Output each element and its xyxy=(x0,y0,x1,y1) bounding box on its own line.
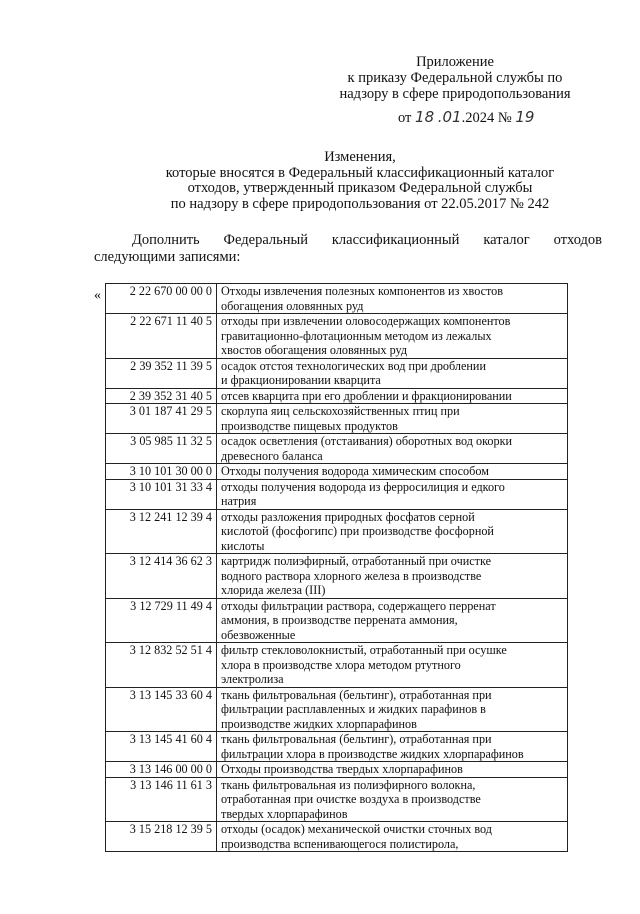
table-row xyxy=(106,358,568,388)
description-line: Отходы получения водорода химическим способом xyxy=(221,464,489,478)
waste-description-cell xyxy=(217,388,568,404)
waste-code-cell: 3 12 414 36 62 3 xyxy=(106,554,217,599)
opening-quote-mark: « xyxy=(94,288,101,303)
waste-description-cell xyxy=(217,777,568,822)
description-line: и фракционировании кварцита xyxy=(221,373,381,387)
description-line: электролиза xyxy=(221,672,284,686)
order-month-handwritten: .01 xyxy=(437,108,462,126)
description-line: производстве пищевых продуктов xyxy=(221,418,398,433)
table-row xyxy=(106,434,568,464)
appendix-line-1: к приказу Федеральной службы по xyxy=(347,70,563,86)
group-description-cell xyxy=(217,464,568,480)
table-row xyxy=(106,777,568,822)
waste-description-cell xyxy=(217,434,568,464)
description-line: хвостов обогащения оловянных руд xyxy=(221,343,408,357)
waste-code-cell: 3 12 832 52 51 4 xyxy=(106,643,217,688)
waste-code-cell: 3 12 729 11 49 4 xyxy=(106,598,217,643)
waste-code-cell: 3 05 985 11 32 5 xyxy=(106,434,217,464)
waste-description-cell xyxy=(217,404,568,434)
waste-code-cell: 3 12 241 12 39 4 xyxy=(106,509,217,554)
waste-code-cell: 2 39 352 11 39 5 xyxy=(106,358,217,388)
waste-code-cell: 2 22 670 00 00 0 xyxy=(106,284,217,314)
heading-line-1: Изменения, xyxy=(324,149,396,165)
waste-code-cell: 3 01 187 41 29 5 xyxy=(106,404,217,434)
heading-line-2: которые вносятся в Федеральный классификационный каталог xyxy=(165,164,555,181)
description-line: осадок осветления (отстаивания) оборотных вод окорки xyxy=(221,434,513,448)
waste-code-cell: 3 15 218 12 39 5 xyxy=(106,822,217,852)
waste-description-cell xyxy=(217,358,568,388)
description-line: отработанная при очистке воздуха в производстве xyxy=(221,792,481,806)
waste-code-cell: 2 22 671 11 40 5 xyxy=(106,314,217,359)
order-prefix: от xyxy=(398,110,412,126)
description-line: древесного баланса xyxy=(221,448,323,463)
description-line: кислоты xyxy=(221,538,265,553)
table-row xyxy=(106,554,568,599)
description-line: фильтрации хлора в производстве жидких хлорпарафинов xyxy=(221,746,524,761)
description-line: производстве жидких хлорпарафинов xyxy=(221,716,417,731)
description-line: кислотой (фосфогипс) при производстве фосфорной xyxy=(221,524,494,538)
waste-description-cell xyxy=(217,822,568,852)
waste-description-cell xyxy=(217,479,568,509)
appendix-line-2: надзору в сфере природопользования xyxy=(339,86,571,102)
description-line: ткань фильтровальная из полиэфирного волокна, xyxy=(221,777,476,792)
group-description-cell xyxy=(217,284,568,314)
description-line: отходы фильтрации раствора, содержащего перренат xyxy=(221,598,496,613)
table-row xyxy=(106,598,568,643)
waste-description-cell xyxy=(217,598,568,643)
intro-line-1: Дополнить Федеральный классификационный каталог отходов xyxy=(132,232,602,248)
table-row xyxy=(106,404,568,434)
table-row xyxy=(106,284,568,314)
intro-line-2: следующими записями: xyxy=(94,249,241,265)
description-line: ткань фильтровальная (бельтинг), отработанная при xyxy=(221,687,492,702)
description-line: фильтр стекловолокнистый, отработанный при осушке xyxy=(221,643,507,657)
description-line: осадок отстоя технологических вод при дроблении xyxy=(221,358,486,373)
description-line: обезвоженные xyxy=(221,627,296,642)
document-heading xyxy=(100,150,620,212)
order-number-handwritten: 19 xyxy=(515,108,535,126)
table-row xyxy=(106,314,568,359)
table-row xyxy=(106,464,568,480)
description-line: Отходы производства твердых хлорпарафинов xyxy=(221,762,463,776)
group-description-cell xyxy=(217,762,568,778)
heading-line-4: по надзору в сфере природопользования от 22.05.2017 № 242 xyxy=(170,195,550,212)
heading-line-3: отходов, утвержденный приказом Федеральной службы xyxy=(187,180,533,196)
waste-description-cell xyxy=(217,687,568,732)
order-year: .2024 № xyxy=(461,110,512,126)
appendix-header xyxy=(330,54,580,102)
description-line: натрия xyxy=(221,494,257,508)
description-line: ткань фильтровальная (бельтинг), отработанная при xyxy=(221,732,492,746)
appendix-title: Приложение xyxy=(416,54,494,70)
waste-description-cell xyxy=(217,314,568,359)
description-line: хлора в производстве хлора методом ртутного xyxy=(221,657,461,672)
description-line: отходы получения водорода из ферросилиция и едкого xyxy=(221,479,505,494)
waste-code-table-body xyxy=(106,284,568,852)
description-line: водного раствора хлорного железа в производстве xyxy=(221,568,482,583)
order-day-handwritten: 18 xyxy=(415,108,435,126)
table-row xyxy=(106,388,568,404)
description-line: производства вспенивающегося полистирола, xyxy=(221,836,459,851)
description-line: обогащения оловянных руд xyxy=(221,298,364,313)
waste-description-cell xyxy=(217,643,568,688)
description-line: отходы (осадок) механической очистки сточных вод xyxy=(221,822,492,836)
intro-paragraph xyxy=(94,232,602,266)
waste-code-cell: 3 13 146 00 00 0 xyxy=(106,762,217,778)
table-row xyxy=(106,479,568,509)
waste-description-cell xyxy=(217,554,568,599)
waste-code-cell: 3 10 101 31 33 4 xyxy=(106,479,217,509)
table-row xyxy=(106,643,568,688)
waste-code-cell: 3 13 145 41 60 4 xyxy=(106,732,217,762)
waste-code-cell: 3 13 146 11 61 3 xyxy=(106,777,217,822)
table-row xyxy=(106,732,568,762)
table-row xyxy=(106,509,568,554)
description-line: аммония, в производстве перрената аммония, xyxy=(221,613,458,627)
table-row xyxy=(106,762,568,778)
description-line: хлорида железа (III) xyxy=(221,583,326,597)
waste-description-cell xyxy=(217,732,568,762)
table-row xyxy=(106,822,568,852)
table-row xyxy=(106,687,568,732)
description-line: фильтрации расплавленных и жидких парафинов в xyxy=(221,702,486,716)
description-line: скорлупа яиц сельскохозяйственных птиц при xyxy=(221,404,460,418)
waste-code-cell: 3 10 101 30 00 0 xyxy=(106,464,217,480)
description-line: гравитационно-флотационным методом из лежалых xyxy=(221,328,492,343)
description-line: отсев кварцита при его дроблении и фракционировании xyxy=(221,388,512,403)
waste-code-cell: 3 13 145 33 60 4 xyxy=(106,687,217,732)
waste-description-cell xyxy=(217,509,568,554)
order-date-number xyxy=(398,108,534,127)
description-line: твердых хлорпарафинов xyxy=(221,806,348,821)
description-line: отходы при извлечении оловосодержащих компонентов xyxy=(221,314,511,328)
waste-code-cell: 2 39 352 31 40 5 xyxy=(106,388,217,404)
description-line: картридж полиэфирный, отработанный при очистке xyxy=(221,554,492,568)
description-line: отходы разложения природных фосфатов серной xyxy=(221,509,475,524)
description-line: Отходы извлечения полезных компонентов из хвостов xyxy=(221,284,504,298)
waste-code-table xyxy=(105,283,568,852)
